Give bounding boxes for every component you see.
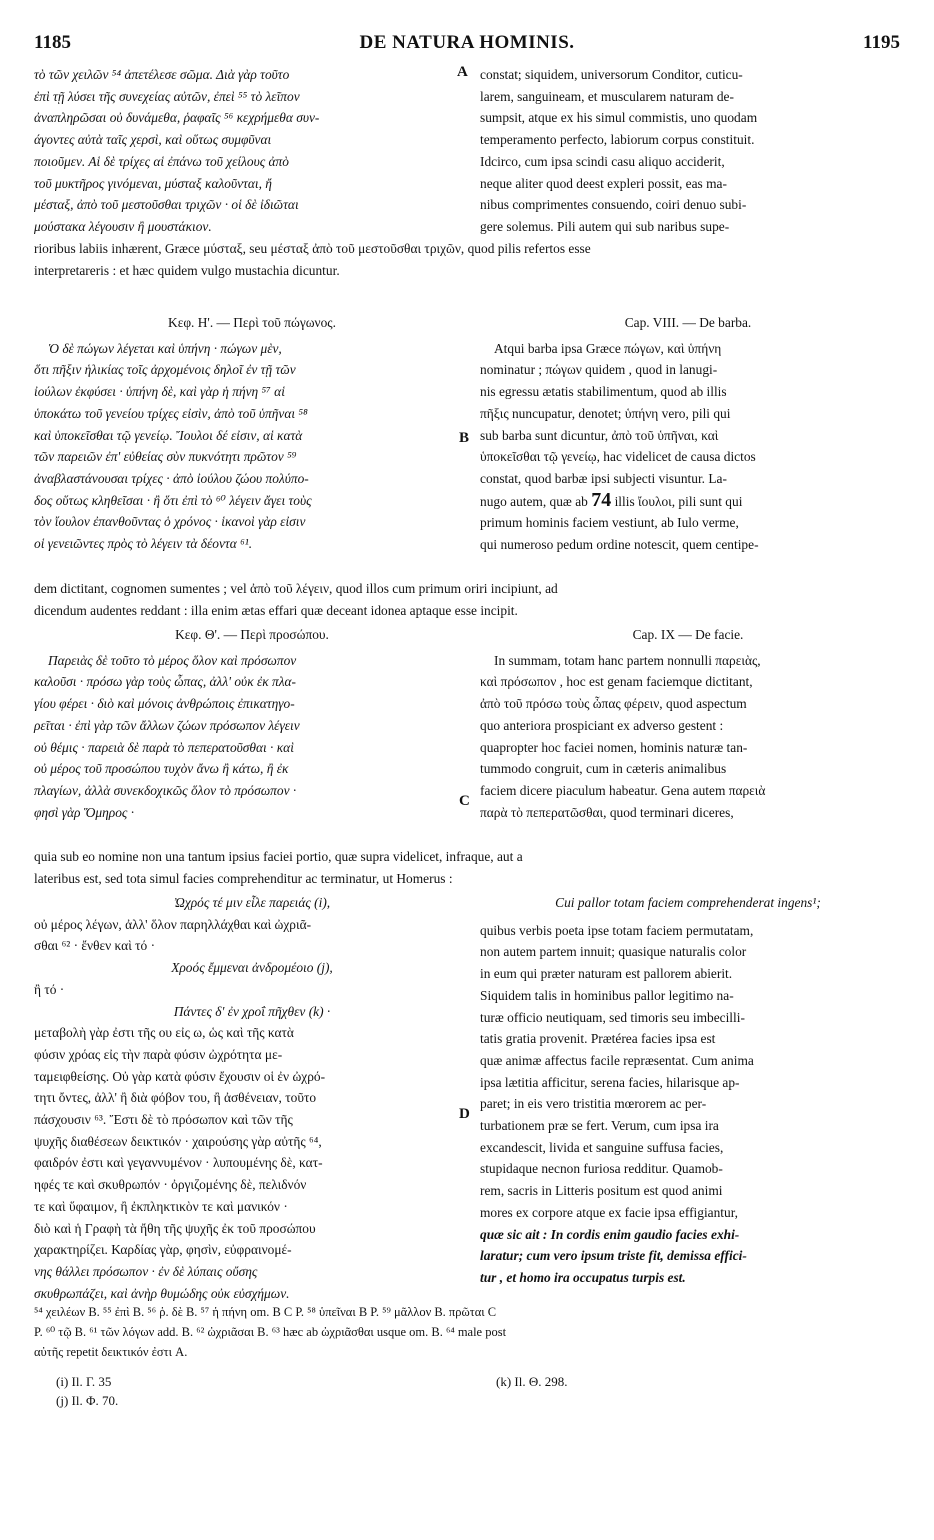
greek-line: τὸ τῶν χειλῶν ⁵⁴ ἀπετέλεσε σῶμα. Διὰ γὰρ τοῦτο — [34, 67, 290, 82]
latin-line: larem, sanguineam, et muscularem naturam de- — [480, 88, 734, 104]
greek-line: τε καὶ ὕφαιμον, ἢ ἐκπληκτικὸν τε καὶ μανικόν · — [34, 1198, 288, 1214]
greek-line: φαιδρόν ἐστι καὶ γεγαννυμένον · λυπουμένης δὲ, κατ- — [34, 1155, 323, 1171]
greek-line: οἱ γενειῶντες πρὸς τὸ λέγειν τὰ δέοντα ⁶¹. — [34, 536, 253, 552]
citation: (i) Il. Γ. 35 — [56, 1374, 112, 1389]
latin-line: non autem partem innuit; quasique naturalis color — [480, 944, 747, 960]
latin-line: nis egressu ætatis stabilimentum, quod ab illis — [480, 384, 727, 400]
greek-line: Ὁ δὲ πώγων λέγεται καὶ ὑπήνη · πώγων μὲν, — [48, 340, 282, 356]
citations-right — [496, 1372, 568, 1391]
greek-line: οὐ θέμις · παρειὰ δὲ παρὰ τὸ πεπερατοῦσθαι · καὶ — [34, 739, 294, 755]
latin-line: ἀπὸ τοῦ πρόσω τοὺς ὦπας φέρειν, quod aspectum — [480, 696, 747, 712]
greek-line: Παρειὰς δὲ τοῦτο τὸ μέρος ὅλον καὶ πρόσωπον — [48, 652, 297, 668]
latin-line: paret; in eis vero tristitia mœrorem ac per- — [480, 1096, 707, 1112]
latin-line: tur , et homo ira occupatus turpis est. — [480, 1269, 686, 1285]
greek-line: ἀναπληρῶσαι οὐ δυνάμεθα, ῥαφαῖς ⁵⁶ κεχρήμεθα συν- — [34, 110, 320, 126]
greek-line: τοῦ μυκτῆρος γινόμεναι, μύσταξ καλοῦνται, ἤ — [34, 175, 272, 191]
greek-line: φησὶ γὰρ Ὅμηρος · — [34, 804, 135, 820]
greek-line: οὐ μέρος λέγων, ἀλλ' ὅλον παρηλλάχθαι καὶ ὠχριᾶ- — [34, 916, 312, 932]
greek-line: ρεῖται · ἐπὶ γὰρ τῶν ἄλλων ζώων πρόσωπον λέγειν — [34, 717, 300, 733]
latin-line: καὶ πρόσωπον , hoc est genam faciemque dictitant, — [480, 674, 753, 690]
greek-line: τῶν παρειῶν ἐπ' εὐθείας σὺν πυκνότητι πρῶτον ⁵⁹ — [34, 449, 297, 465]
greek-line: σκυθρωπάζει, καὶ ἀνὴρ θυμώδης οὐκ εὐσχήμων. — [34, 1285, 290, 1301]
citation: (j) Il. Φ. 70. — [56, 1393, 119, 1408]
homer-quote: Ὠχρός τέ μιν εἷλε παρειάς (i), — [173, 895, 331, 910]
greek-line: χαρακτηρίζει. Καρδίας γὰρ, φησὶν, εὐφραινομέ- — [34, 1242, 292, 1258]
greek-line: διὸ καὶ ἡ Γραφὴ τὰ ἤθη τῆς ψυχῆς ἐκ τοῦ προσώπου — [34, 1220, 316, 1236]
latin-column-block3 — [480, 624, 896, 823]
margin-letter-d: D — [459, 1106, 470, 1122]
full-line: dem dictitant, cognomen sumentes ; vel ἀπὸ τοῦ λέγειν, quod illos cum primum oriri incipiunt, ad — [34, 581, 558, 596]
greek-line: πάσχουσιν ⁶³. Ἔστι δὲ τὸ πρόσωπον καὶ τῶν τῆς — [34, 1112, 293, 1128]
running-title: DE NATURA HOMINIS. — [359, 32, 575, 53]
latin-line: primum hominis faciem vestiunt, ab Iulo verme, — [480, 515, 739, 531]
latin-line: constat; siquidem, universorum Conditor, cuticu- — [480, 67, 743, 82]
greek-line: μούστακα λέγουσιν ἢ μουστάκιον. — [34, 218, 212, 234]
greek-line: καλοῦσι · πρόσω γὰρ τοὺς ὦπας, ἀλλ' οὐκ ἐκ πλα- — [34, 674, 297, 690]
full-line: lateribus est, sed tota simul facies comprehenditur ac terminatur, ut Homerus : — [34, 870, 453, 886]
latin-line: excandescit, livida et sanguine suffusa facies, — [480, 1139, 724, 1155]
latin-line: tummodo congruit, cum in cæteris animalibus — [480, 761, 727, 777]
greek-line: ἰούλων ἐκφύσει · ὑπήνη δὲ, καὶ γὰρ ἡ πήνη ⁵⁷ αἱ — [34, 384, 285, 400]
fullwidth-block1 — [34, 238, 896, 281]
latin-line: Idcirco, cum ipsa scindi casu aliquo acciderit, — [480, 153, 725, 169]
greek-line: σθαι ⁶² · ἔνθεν καὶ τό · — [34, 938, 156, 954]
greek-line: ἀναβλαστάνουσαι τρίχες · ἀπὸ ἰούλου ζώου πολύπο- — [34, 470, 309, 486]
greek-line: ἐπὶ τῇ λύσει τῆς συνεχείας αὐτῶν, ἐπεὶ ⁵⁵ τὸ λεῖπον — [34, 88, 300, 104]
latin-column-block1 — [480, 64, 896, 238]
greek-line: ψυχῆς διαθέσεων δεικτικόν · χαιρούσης γὰρ αὐτῆς ⁶⁴, — [34, 1133, 322, 1149]
greek-line: ηφές τε καὶ σκυθρωπόν · ὀργιζομένης δὲ, πελιδνόν — [34, 1177, 307, 1193]
latin-line: mores ex corpore atque ex facie ipsa effigiantur, — [480, 1204, 738, 1220]
greek-line: ἢ τό · — [34, 981, 65, 997]
greek-column-block2 — [34, 312, 470, 555]
citations-left — [56, 1372, 118, 1410]
greek-line: τὸν ἴουλον ἐπανθοῦντας ὁ χρόνος · ἱκανοὶ γὰρ εἰσιν — [34, 514, 306, 530]
full-line: dicendum audentes reddant : illa enim ætas effari quæ deceant idonea aptaque esse incipit. — [34, 602, 518, 618]
latin-line: constat, quod barbæ ipsi subjecti visuntur. La- — [480, 470, 727, 486]
footnote-line: ⁵⁴ χειλέων B. ⁵⁵ ἐπὶ B. ⁵⁶ ῥ. δὲ B. ⁵⁷ ἡ πήνη om. B C P. ⁵⁸ ὑπεῖναι B P. ⁵⁹ μᾶλλον B. πρῶται C — [34, 1305, 497, 1319]
full-line: interpretareris : et hæc quidem vulgo mustachia dicuntur. — [34, 262, 340, 278]
running-header — [34, 32, 900, 58]
right-page-number: 1195 — [863, 32, 900, 53]
greek-line: καὶ ὑποκεῖσθαι τῷ γενείῳ. Ἴουλοι δέ εἰσιν, αἱ κατὰ — [34, 427, 303, 443]
latin-fragment: nugo autem, quæ ab — [480, 493, 588, 509]
latin-column-block4 — [480, 892, 896, 1289]
greek-line: δος οὕτως κληθεῖσαι · ἢ ὅτι ἐπὶ τὸ ⁶⁰ λέγειν ἄγει τοὺς — [34, 492, 312, 508]
latin-chapter-title: Cap. IX — De facie. — [632, 627, 744, 642]
margin-letter-a: A — [457, 64, 468, 80]
left-page-number: 1185 — [34, 32, 71, 53]
latin-line: ipsa lætitia afficitur, serena facies, hilarisque ap- — [480, 1074, 740, 1090]
latin-line: nibus comprimentes consuendo, coiri denuo subi- — [480, 197, 747, 213]
greek-line: μεταβολὴ γὰρ ἐστι τῆς ου εἰς ω, ὡς καὶ τῆς κατὰ — [34, 1025, 294, 1041]
latin-line: πῆξις nuncupatur, denotet; ὑπήνη vero, pili qui — [480, 405, 731, 421]
citation: (k) Il. Θ. 298. — [496, 1374, 568, 1389]
greek-column-block4 — [34, 892, 470, 1304]
latin-line: turæ officio neutiquam, sed timoris seu imbecilli- — [480, 1009, 745, 1025]
latin-line: rem, sacris in Litteris positum est quod animi — [480, 1183, 723, 1199]
latin-line: quæ animæ affectus facile repræsentat. Cum anima — [480, 1052, 754, 1068]
latin-line: nominatur ; πώγων quidem , quod in lanugi- — [480, 362, 718, 378]
latin-line: laratur; cum vero ipsum triste fit, demissa effici- — [480, 1248, 747, 1264]
latin-line: ὑποκεῖσθαι τῷ γενείῳ, hac videlicet de causa dictos — [480, 449, 756, 465]
marginal-column-number: 74 — [591, 488, 612, 511]
latin-line: quapropter hoc faciei nomen, hominis naturæ tan- — [480, 739, 748, 755]
latin-line: stupidaque necnon furiosa redditur. Quamob- — [480, 1161, 723, 1177]
latin-line: Atqui barba ipsa Græce πώγων, καὶ ὑπήνη — [494, 340, 722, 356]
greek-chapter-title: Κεφ. Θ'. — Περὶ προσώπου. — [175, 627, 329, 642]
greek-line: τητι ὄντες, ἀλλ' ἢ διὰ φόβον του, ἢ ἀσθένειαν, τοῦτο — [34, 1090, 317, 1106]
latin-line: sub barba sunt dicuntur, ἀπὸ τοῦ ὑπῆναι, καὶ — [480, 427, 719, 443]
greek-line: άγοντες αὐτὰ ταῖς χερσὶ, καὶ οὕτως συμφῦναι — [34, 132, 272, 148]
latin-line: turbationem præ se fert. Verum, cum ipsa ira — [480, 1118, 719, 1134]
full-line: quia sub eo nomine non una tantum ipsius faciei portio, quæ supra videlicet, infraque, aut a — [34, 849, 523, 864]
greek-line: μέσταξ, ἀπὸ τοῦ μεστοῦσθαι τριχῶν · οἱ δὲ ἰδιῶται — [34, 197, 299, 213]
homer-latin-quote: Cui pallor totam faciem comprehenderat ingens¹; — [555, 895, 821, 910]
greek-line: ποιοῦμεν. Αἱ δὲ τρίχες αἱ ἐπάνω τοῦ χείλους ἀπὸ — [34, 153, 289, 169]
greek-line: φύσιν χρόας εἰς τὴν παρὰ φύσιν ὠχρότητα με- — [34, 1046, 283, 1062]
fullwidth-block2 — [34, 578, 896, 621]
latin-line: quæ sic ait : In cordis enim gaudio facies exhi- — [480, 1226, 740, 1242]
latin-line: gere solemus. Pili autem qui sub naribus supe- — [480, 218, 730, 234]
greek-line: νης θάλλει πρόσωπον · ἐν δὲ λύπαις οὔσης — [34, 1263, 258, 1279]
greek-line: ὅτι πῆξιν ἡλικίας τοῖς ἀρχομένοις δηλοῖ ἐν τῇ τῶν — [34, 362, 296, 378]
latin-line: παρὰ τὸ πεπερατῶσθαι, quod terminari diceres, — [480, 804, 734, 820]
margin-letter-c: C — [459, 793, 470, 809]
greek-line: γίου φέρει · διὸ καὶ μόνοις ἀνθρώποις ἐπικατηγο- — [34, 696, 295, 712]
full-line: rioribus labiis inhærent, Græce μύσταξ, seu μέσταξ ἀπὸ τοῦ μεστοῦσθαι τριχῶν, quod pilis refertos esse — [34, 241, 591, 256]
homer-quote: Χροός ἔμμεναι ἀνδρομέοιο (j), — [171, 960, 333, 976]
latin-line: in eum qui præter naturam est pallorem abierit. — [480, 966, 733, 982]
greek-column-block3 — [34, 624, 470, 823]
greek-line: ταμειφθείσης. Οὐ γὰρ κατὰ φύσιν ἔχουσιν οἱ ἐν ὠχρό- — [34, 1068, 326, 1084]
fullwidth-block3 — [34, 846, 896, 889]
latin-line: faciem dicere piaculum habeatur. Gena autem παρειὰ — [480, 782, 766, 798]
footnote-line: P. ⁶⁰ τῷ B. ⁶¹ τῶν λόγων add. B. ⁶² ὠχριᾶσαι B. ⁶³ hæc ab ὠχριᾶσθαι usque om. B. ⁶⁴ male post — [34, 1325, 507, 1339]
greek-line: πλαγίων, ἀλλὰ συνεκδοχικῶς ὅλον τὸ πρόσωπον · — [34, 782, 297, 798]
latin-line: neque aliter quod deest expleri possit, eas ma- — [480, 175, 727, 191]
homer-quote: Πάντες δ' ἐν χροΐ πῆχθεν (k) · — [173, 1003, 331, 1019]
latin-column-block2 — [480, 312, 896, 556]
greek-line: οὐ μέρος τοῦ προσώπου τυχὸν ἄνω ἢ κάτω, ἢ ἐκ — [34, 761, 289, 777]
latin-fragment: illis ἴουλοι, pili sunt qui — [614, 493, 743, 509]
latin-line — [480, 490, 896, 513]
latin-line: quibus verbis poeta ipse totam faciem permutatam, — [480, 922, 754, 938]
margin-letter-b: B — [459, 430, 470, 446]
greek-column-block1 — [34, 64, 470, 238]
latin-line: tatis gratia provenit. Prætérea facies ipsa est — [480, 1031, 716, 1047]
footnotes — [34, 1302, 896, 1362]
latin-line: quo anteriora prospiciant ex adverso gestent : — [480, 717, 724, 733]
latin-line: In summam, totam hanc partem nonnulli παρειὰς, — [494, 652, 761, 668]
latin-line: qui numeroso pedum ordine notescit, quem centipe- — [480, 537, 759, 553]
latin-chapter-title: Cap. VIII. — De barba. — [624, 315, 752, 330]
latin-line: sumpsit, atque ex his simul commistis, uno quodam — [480, 110, 758, 126]
latin-line: Siquidem talis in hominibus pallor legitimo na- — [480, 987, 734, 1003]
latin-line: temperamento perfecto, labiorum corpus constituit. — [480, 132, 755, 148]
footnote-line: αὐτῆς repetit δεικτικόν ἐστι A. — [34, 1345, 188, 1359]
greek-line: ὑποκάτω τοῦ γενείου τρίχες εἰσὶν, ἀπὸ τοῦ ὑπῆναι ⁵⁸ — [34, 405, 308, 421]
greek-chapter-title: Κεφ. Η'. — Περὶ τοῦ πώγωνος. — [168, 315, 336, 330]
